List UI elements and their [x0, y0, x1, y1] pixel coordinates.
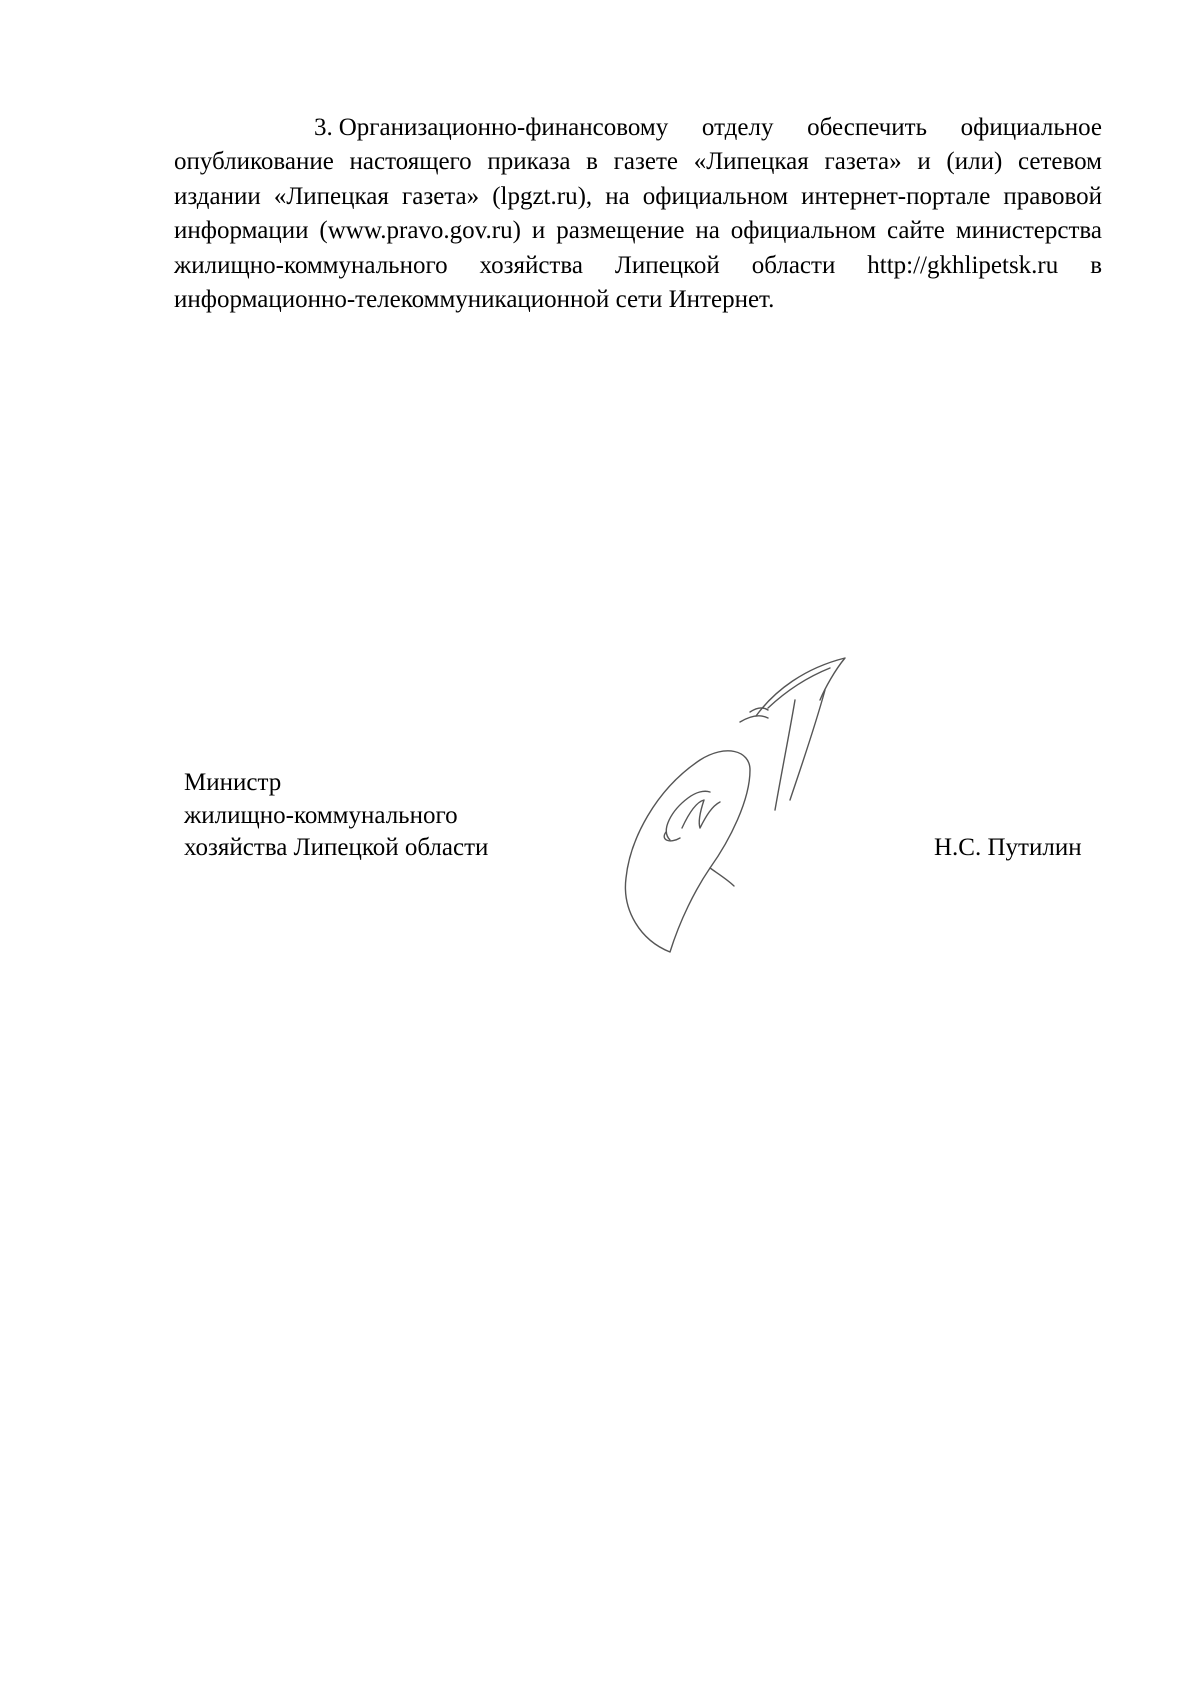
- signatory-title: [184, 767, 488, 865]
- signatory-title-line-2: жилищно-коммунального: [184, 801, 458, 829]
- signer-name: Н.С. Путилин: [934, 834, 1082, 861]
- handwritten-signature: [600, 640, 900, 970]
- paragraph-number: 3.: [314, 114, 333, 141]
- paragraph-text: Организационно-финансовому отделу обеспечить официальное опубликование настоящего приказа в газете «Липецкая газета» и (или) сетевом издании «Липецкая газета» (lpgzt.ru), на официальном интернет-портале правовой информации (www.pravo.gov.ru) и размещение на официальном сайте министерства жилищно-коммунального хозяйства Липецкой области http://gkhlipetsk.ru в информационно-телекоммуникационной сети Интернет.: [174, 114, 1102, 314]
- signatory-title-line-1: Министр: [184, 769, 282, 796]
- signatory-title-line-3: хозяйства Липецкой области: [184, 834, 489, 861]
- paragraph-3: [174, 111, 1102, 317]
